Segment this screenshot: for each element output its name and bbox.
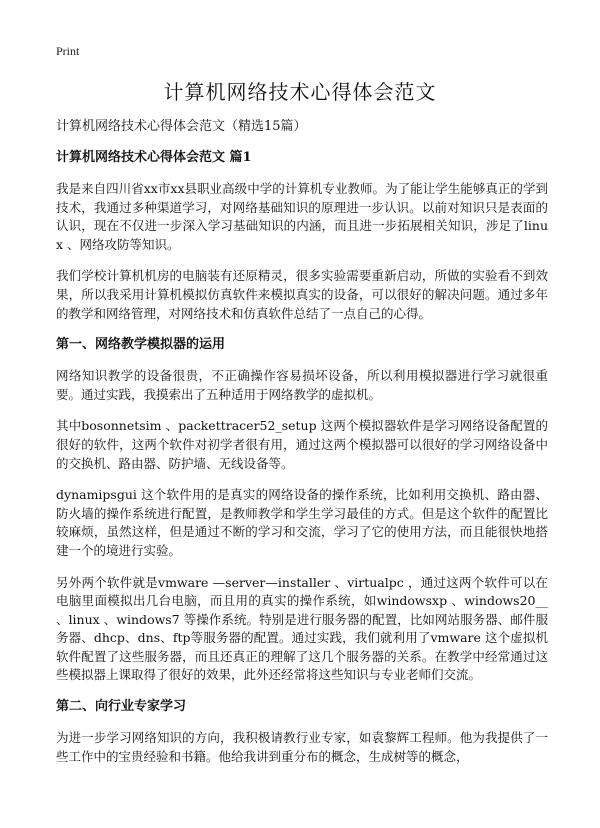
document-body [56, 118, 548, 779]
article-heading: 计算机网络技术心得体会范文 篇1 [56, 150, 252, 165]
print-label: Print [56, 44, 80, 58]
section1-paragraph: 另外两个软件就是vmware —server—installer 、virtualpc ，通过这两个软件可以在电脑里面模拟出几台电脑，而且用的真实的操作系统，如windowsxp 、windows20__ 、linux 、windows7 等操作系统。特别是进行服务器的配置，比如网站服务器、邮件服务器、dhcp、dns、ftp等服务器的配置。通过实践，我们就利用了vmware 这个虚拟机软件配置了这些服务器，而且还真正的理解了这几个服务器的关系。在教学中经常通过这些模拟器上课取得了很好的效果，此外还经常将这些知识与专业老师们交流。 [56, 574, 548, 683]
section1-paragraph: dynamipsgui 这个软件用的是真实的网络设备的操作系统，比如利用交换机、路由器、防火墙的操作系统进行配置，是教师教学和学生学习最佳的方式。但是这个软件的配置比较麻烦，虽然这样，但是通过不断的学习和交流，学习了它的使用方法，而且能很快地搭建一个的境进行实验。 [56, 487, 548, 558]
document-subtitle: 计算机网络技术心得体会范文（精选15篇） [56, 119, 307, 134]
page-title: 计算机网络技术心得体会范文 [163, 80, 437, 104]
section1-paragraph: 网络知识教学的设备很贵，不正确操作容易损坏设备，所以利用模拟器进行学习就很重要。通过实践，我摸索出了五种适用于网络教学的虚拟机。 [56, 368, 548, 402]
section2-paragraph: 为进一步学习网络知识的方向，我积极请教行业专家，如袁黎辉工程师。他为我提供了一些工作中的宝贵经验和书籍。他给我讲到重分布的概念，生成树等的概念， [56, 730, 548, 764]
section1-paragraph: 其中bosonnetsim 、packettracer52_setup 这两个模拟器软件是学习网络设备配置的很好的软件，这两个软件对初学者很有用，通过这两个模拟器可以很好的学习网络设备中的交换机、路由器、防护墙、无线设备等。 [56, 418, 548, 471]
intro-paragraph: 我们学校计算机机房的电脑装有还原精灵，很多实验需要重新启动，所做的实验看不到效果，所以我采用计算机模拟仿真软件来模拟真实的设备，可以很好的解决问题。通过多年的教学和网络管理，对网络技术和仿真软件总结了一点自己的心得。 [56, 268, 548, 321]
section-heading-simulators: 第一、网络教学模拟器的运用 [56, 337, 226, 353]
section-heading-experts: 第二、向行业专家学习 [56, 699, 187, 715]
intro-paragraph: 我是来自四川省xx市xx县职业高级中学的计算机专业教师。为了能让学生能够真正的学到技术，我通过多种渠道学习，对网络基础知识的原理进一步认识。以前对知识只是表面的认识，现在不仅进一步深入学习基础知识的内涵，而且进一步拓展相关知识，涉足了linux 、网络攻防等知识。 [56, 181, 548, 252]
